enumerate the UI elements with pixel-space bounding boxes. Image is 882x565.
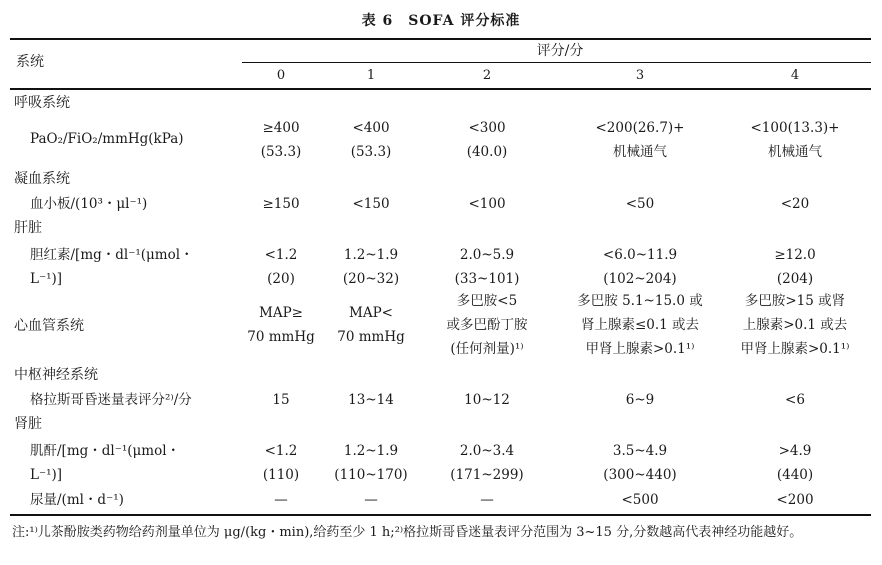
item-gcs: 格拉斯哥昏迷量表评分²⁾/分 xyxy=(30,392,192,408)
cardio-c2: 多巴胺<5 或多巴酚丁胺 (任何剂量)¹⁾ xyxy=(446,293,528,357)
section-renal: 肾脏 xyxy=(14,416,42,432)
urine-c3: <500 xyxy=(621,492,659,508)
col-head-1: 1 xyxy=(366,68,376,83)
urine-c2: — xyxy=(480,492,494,508)
resp-c1: <400 (53.3) xyxy=(350,120,392,160)
urine-c1: — xyxy=(364,492,378,508)
urine-c0: — xyxy=(274,492,288,508)
bottom-rule xyxy=(10,514,871,516)
urine-c4: <200 xyxy=(776,492,814,508)
table-caption: 表 6 SOFA 评分标准 xyxy=(361,13,521,29)
header-subrule xyxy=(242,62,871,63)
item-platelet: 血小板/(10³・μl⁻¹) xyxy=(30,196,148,212)
item-bilirubin: 胆红素/[mg・dl⁻¹(μmol・ L⁻¹)] xyxy=(30,247,194,287)
section-cns: 中枢神经系统 xyxy=(14,367,98,383)
cardio-c1: MAP< 70 mmHg xyxy=(337,305,405,345)
coag-c1: <150 xyxy=(352,196,390,212)
item-urine: 尿量/(ml・d⁻¹) xyxy=(30,492,124,508)
renal-c2: 2.0~3.4 (171~299) xyxy=(450,443,524,483)
renal-c0: <1.2 (110) xyxy=(262,443,300,483)
liver-c0: <1.2 (20) xyxy=(264,247,298,287)
col-head-0: 0 xyxy=(276,68,286,83)
liver-c2: 2.0~5.9 (33~101) xyxy=(454,247,520,287)
cns-c4: <6 xyxy=(785,392,805,408)
cns-c3: 6~9 xyxy=(625,392,655,408)
renal-c4: >4.9 (440) xyxy=(776,443,814,483)
coag-c4: <20 xyxy=(780,196,810,212)
top-rule xyxy=(10,38,871,40)
coag-c3: <50 xyxy=(625,196,655,212)
cardio-c4: 多巴胺>15 或肾 上腺素>0.1 或去 甲肾上腺素>0.1¹⁾ xyxy=(740,293,850,357)
cardio-c3: 多巴胺 5.1~15.0 或 肾上腺素≤0.1 或去 甲肾上腺素>0.1¹⁾ xyxy=(577,293,703,357)
item-creatinine: 肌酐/[mg・dl⁻¹(μmol・ L⁻¹)] xyxy=(30,443,181,483)
coag-c0: ≥150 xyxy=(262,196,300,212)
item-pao2-fio2: PaO₂/FiO₂/mmHg(kPa) xyxy=(30,131,184,147)
liver-c1: 1.2~1.9 (20~32) xyxy=(342,247,400,287)
resp-c2: <300 (40.0) xyxy=(466,120,508,160)
col-head-4: 4 xyxy=(790,68,800,83)
resp-c4: <100(13.3)+ 机械通气 xyxy=(750,120,840,160)
header-rule xyxy=(10,88,871,90)
renal-c1: 1.2~1.9 (110~170) xyxy=(334,443,408,483)
liver-c4: ≥12.0 (204) xyxy=(774,247,816,287)
resp-c0: ≥400 (53.3) xyxy=(260,120,302,160)
col-head-2: 2 xyxy=(482,68,492,83)
coag-c2: <100 xyxy=(468,196,506,212)
renal-c3: 3.5~4.9 (300~440) xyxy=(603,443,677,483)
cns-c0: 15 xyxy=(272,392,290,408)
section-cardiovascular: 心血管系统 xyxy=(14,318,84,334)
liver-c3: <6.0~11.9 (102~204) xyxy=(602,247,678,287)
cns-c1: 13~14 xyxy=(348,392,394,408)
col-head-3: 3 xyxy=(635,68,645,83)
cardio-c0: MAP≥ 70 mmHg xyxy=(247,305,315,345)
section-respiratory: 呼吸系统 xyxy=(14,95,70,111)
section-liver: 肝脏 xyxy=(14,220,42,236)
cns-c2: 10~12 xyxy=(464,392,510,408)
header-score: 评分/分 xyxy=(536,43,584,59)
resp-c3: <200(26.7)+ 机械通气 xyxy=(595,120,685,160)
section-coagulation: 凝血系统 xyxy=(14,171,70,187)
header-system: 系统 xyxy=(16,54,44,70)
table-footnote: 注:¹⁾儿茶酚胺类药物给药剂量单位为 μg/(kg・min),给药至少 1 h;²⁾格拉斯哥昏迷量表评分范围为 3~15 分,分数越高代表神经功能越好。 xyxy=(12,525,803,540)
